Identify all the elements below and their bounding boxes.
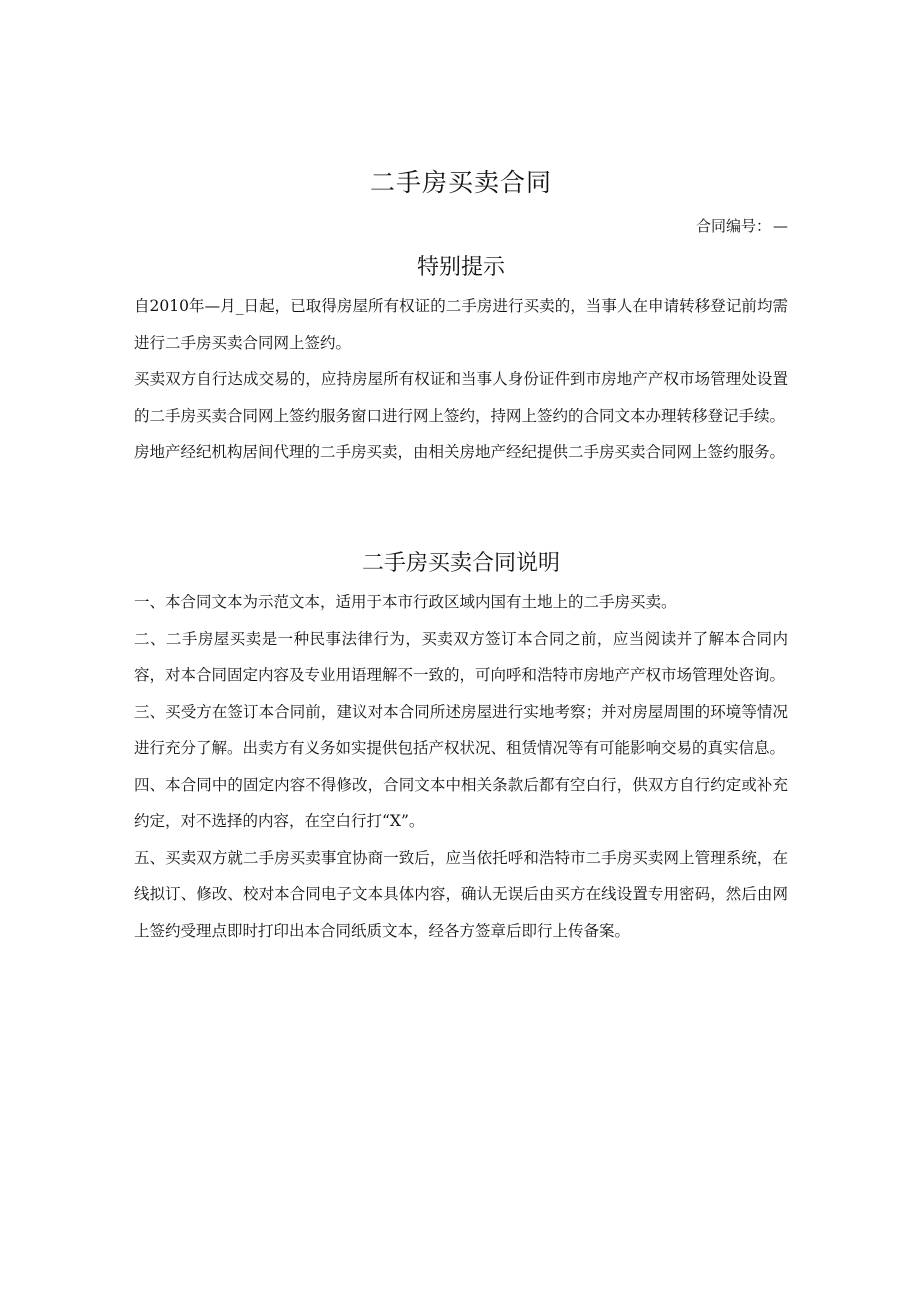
explanation-section [134, 584, 788, 949]
explanation-item-5: 五、买卖双方就二手房买卖事宜协商一致后，应当依托呼和浩特市二手房买卖网上管理系统，在线拟订、修改、校对本合同电子文本具体内容，确认无误后由买方在线设置专用密码，然后由网上签约受理点即时打印出本合同纸质文本，经各方签章后即行上传备案。 [134, 848, 788, 940]
contract-number-value: — [773, 217, 788, 235]
notice-paragraph: 房地产经纪机构居间代理的二手房买卖，由相关房地产经纪提供二手房买卖合同网上签约服务。 [134, 443, 786, 461]
contract-number-label: 合同编号： [695, 217, 771, 235]
explanation-item-4: 四、本合同中的固定内容不得修改，合同文本中相关条款后都有空白行，供双方自行约定或补充约定，对不选择的内容，在空白行打“X”。 [134, 775, 788, 830]
explanation-item-3: 三、买受方在签订本合同前，建议对本合同所述房屋进行实地考察；并对房屋周围的环境等情况进行充分了解。出卖方有义务如实提供包括产权状况、租赁情况等有可能影响交易的真实信息。 [134, 702, 788, 757]
notice-paragraph: 买卖双方自行达成交易的，应持房屋所有权证和当事人身份证件到市房地产产权市场管理处设置的二手房买卖合同网上签约服务窗口进行网上签约，持网上签约的合同文本办理转移登记手续。 [134, 370, 788, 425]
explanation-heading: 二手房买卖合同说明 [361, 551, 560, 576]
explanation-item-1: 一、本合同文本为示范文本，适用于本市行政区域内国有土地上的二手房买卖。 [134, 593, 677, 611]
explanation-item-2: 二、二手房屋买卖是一种民事法律行为，买卖双方签订本合同之前，应当阅读并了解本合同内容，对本合同固定内容及专业用语理解不一致的，可向呼和浩特市房地产产权市场管理处咨询。 [134, 629, 788, 684]
notice-paragraph: 自2010年—月_日起，已取得房屋所有权证的二手房进行买卖的，当事人在申请转移登记前均需进行二手房买卖合同网上签约。 [134, 297, 788, 352]
contract-number [696, 215, 788, 237]
notice-section [134, 288, 788, 471]
notice-heading: 特别提示 [416, 255, 505, 280]
document-title: 二手房买卖合同 [369, 168, 552, 197]
